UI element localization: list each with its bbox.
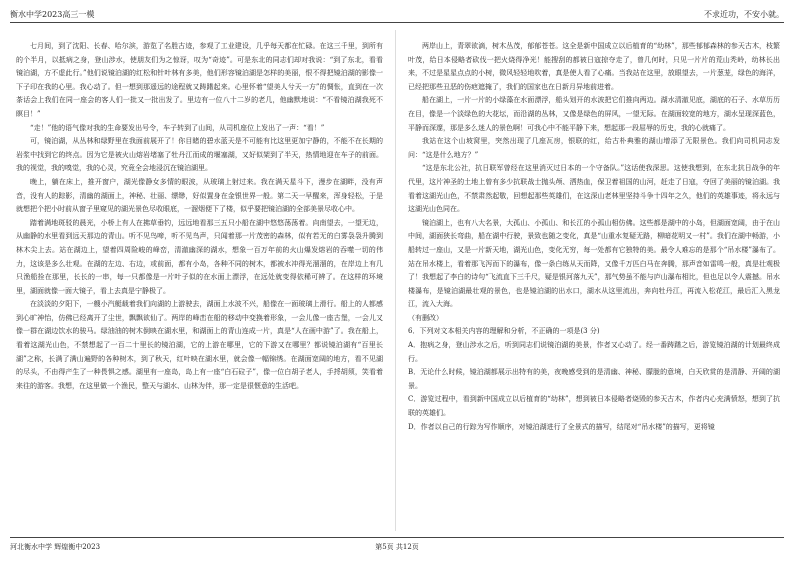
- paragraph: 可，镜泊湖，从丛林和绿野里在我面前展开了！你目睹的碧水蓝天是不可能有比这里更加宁静的，不能不在长期的岩浆中找到它的终点。因为它是被火山熔岩堵塞了牡丹江而成的堰塞湖，又好似架到了半天，热情地迎在车子的前面。我的视觉，我的嗅觉，我的心灵，究竟全会地浸沉在镜泊湖里。: [16, 137, 383, 173]
- option-a: A．抱病之身，登山涉水之后，听到同志们说镜泊湖的美景，作者又心动了。经一番踌躇之后，游览镜泊湖的计划最终成行。: [408, 341, 780, 363]
- paragraph: 踏着满地斑驳的晨光，小桥上有人在拂草垂钓，远远地看那三五只小船在湖中悠悠荡荡着。向南望去，一望无边，从幽静的水里看到远天那边的青山。听不见鸟啼，听不见鸟声，只闻着那一片茂密的森林，似有若无的白雾袅袅升腾到林木尖上去。站在湖边上，望着四周险峻的峰峦，清澈幽深的湖水，想象一百万年前的火山爆发熔岩的吞噬一切的伟力，这该是多么壮观。在湖的左边、右边，或前面，都有小岛，各种不同的树木，都被水冲得光溜溜的，在岸边上有几只渔船拴在那里，长长的一串，每一只都像是一片叶子似的在水面上漂浮，在远处就变得依稀可辨了。在这样的环境里，湖面就像一面大镜子，看上去真是宁静极了。: [16, 218, 383, 295]
- paragraph: 七月间，到了沈阳、长春、哈尔滨，游览了名胜古迹，参观了工业建设，几乎每天都在忙碌。在这三千里，到所有的个半月，以抵病之身，登山涉水，使朋友们为之惊讶，叹为“奇迹”。可是东北的同志们却对我说：“到了东北，看看镜泊湖，方不虚此行。”他们说镜泊湖的红松和针叶林有多美，他们形容镜泊湖是怎样的美丽，恨不得把镜泊湖的影像一下子印在我的心里。我心动了。但一想到那遥远的途程就又踌躇起来。心里怀着“望美人兮天一方”的惆怅，直到在一次茶话会上我们在同一座会的客人们一批又一批出发了。里边有一位八十二岁的老几，他幽默地说：“不看镜泊湖我死不瞑目！”: [16, 42, 383, 118]
- footer-rule: [10, 537, 784, 538]
- paragraph: “这是东北公社，抗日联军曾经在这里消灭过日本的一个守备队。”这话使我深思。这使我想到，在东北抗日战争的年代里，这片神圣的土地上曾有多少抗联战士抛头颅、洒热血，保卫着祖国的山河，赶走了日寇，夺回了美丽的镜泊湖。我看着这湖光山色，不禁肃然起敬，回想起那些英雄们，在这深山老林里坚持斗争十四年之久，他们的英雄事迹，将永远与这湖光山色同在。: [408, 164, 780, 214]
- paragraph: 我站在这个山坡窝里，突然出现了几座瓦房，银联的红，给古朴典雅的湖山增添了无限景色。我们向司机同志发问：“这是什么地方？”: [408, 137, 780, 159]
- paragraph: 在淡淡的夕阳下，一艘小汽艇载着我们向湖的上游驶去，湖面上水波不兴，船像在一面玻璃上滑行。船上的人都感到心旷神怡，仿佛已经离开了尘世，飘飘欲仙了。两岸的峰峦在船的移动中变换着形象，一会儿像一座古堡，一会儿又像一群在湖边饮水的骏马。绿油油的树木倒映在湖水里，和湖面上的青山连成一片，真是“人在画中游”了。我在船上，看着这湖光山色，不禁想起了一百二十里长的镜泊湖，它的上游在哪里，它的下游又在哪里？都说镜泊湖有“百里长湖”之称，长满了满山遍野的各种树木，到了秋天，红叶映在湖水里，就会像一幅锦绣。在湖面宽阔的地方，看不见湖的尽头，不由得产生了一种畏惧之感。湖里有一座岛，岛上有一座“白石砬子”，像一位白胡子老人，手捋胡须，笑看着来往的游客。我想，在这里做一个渔民，整天与湖水、山林为伴，那一定是很惬意的生活吧。: [16, 300, 383, 390]
- header-motto: 不求近功，不安小就。: [704, 10, 784, 19]
- page-header: [0, 0, 794, 24]
- question-stem: 6．下列对文本相关内容的理解和分析，不正确的一项是(3 分): [408, 327, 600, 336]
- option-b: B．无论什么时候，镜泊湖都展示出特有的美，夜晚感受到的是清幽、神秘、朦胧的意境，白天欣赏的是清静、开阔的湖景。: [408, 368, 780, 390]
- paragraph: 船在湖上，一片一片的小绿藻在水面漂浮，船头划开的水波把它们推向两边。湖水清澈见底，湖底的石子、水草历历在目，像是一个淡绿色的大花坛，而沿湖的丛林，又像是绿色的屏风，一望无际。在湖面较宽的地方，湖水呈现深蓝色，平静而深邃，那是多么迷人的景色啊！可我心中不能平静下来，想起那一段屈辱的历史，我的心就痛了。: [408, 96, 780, 132]
- option-d: D．作者以自己的行踪为写作顺序，对镜泊湖进行了全景式的描写，结尾对“吊水楼”的描写，更将镜: [408, 422, 715, 431]
- header-school-title: 衡水中学2023高三一模: [10, 10, 95, 19]
- page-number: 第5页 共12页: [375, 543, 419, 551]
- option-c: C．游览过程中，看到新中国成立以后植育的“幼林”，想到被日本侵略者烧毁的参天古木，作者内心充满愤怒，想到了抗联的英雄们。: [408, 395, 780, 418]
- paragraph: 两岸山上，青翠欲滴，树木丛茂，郁郁苍苍。这全是新中国成立以后植育的“幼林”，那些郁郁森林的参天古木，枝繁叶茂，给日本侵略者砍伐一把火烧得净光！能搜刮的都被日寇掠夺走了，曾几何时，只见一片片的荒山秃岭，幼林长出来，不过是星星点点的小树，微风轻轻地吹着，真是使人看了心痛。当我站在这里，放眼望去，一片葱茏，绿色的海洋，已经把那些丑恶的伤疤遮掩了，我们的国家也在日新月异地前进着。: [408, 42, 780, 91]
- paragraph: 晚上，躺在床上，推开窗户，湖光像静女多情的眼波，从玻璃上射过来。我在满天星斗下，漫步在湖畔，没有声音，没有人的踪影，清幽的湖面上，神秘、壮丽、缥缈，好似置身在金银世界一般。第二天一早醒来，浑身轻松，于是就想把个把小时前从窗子里窥见的湖光景色尽收眼底，一溜烟便下了楼，似乎要把镜泊湖的全部美景尽收心中。: [16, 177, 383, 214]
- right-column: [408, 40, 780, 434]
- left-column: [16, 40, 383, 393]
- paragraph: 镜泊湖上，也有八大名景，大孤山、小孤山、和长江的小孤山相仿佛。这些都是湖中的小岛，但湖面宽阔，由于在山中间，湖面狭长弯曲，船在湖中行驶，景致也随之变化，真是“山重水复疑无路，柳暗花明又一村”。我们在湖中畅游，小船转过一座山，又是一片新天地，湖光山色，变化无穷，每一处都有它独特的美。最令人难忘的是那个“吊水楼”瀑布了。站在吊水楼上，看着那飞泻而下的瀑布，像一条白练从天而降，又像千万匹白马在奔腾，那声音如雷鸣一般，真是壮观极了！我想起了李白的诗句“飞流直下三千尺，疑是银河落九天”，那气势虽不能与庐山瀑布相比，但也足以令人震撼。吊水楼瀑布，是镜泊湖最壮观的景色，也是镜泊湖的出水口，湖水从这里流出，奔向牡丹江，再流入松花江，最后汇入黑龙江，流入大海。: [408, 218, 780, 309]
- header-rule: [10, 22, 784, 23]
- paragraph: “走！”他的语气像对我的生命要发出号令，车子转到了山间，从司机座位上发出了一声：“看！”: [30, 123, 325, 132]
- footer-school: 河北衡水中学 辉煌衡中2023: [10, 543, 101, 551]
- source-note: （有删改）: [408, 313, 443, 322]
- page-footer: [0, 537, 794, 561]
- column-divider: [395, 30, 396, 531]
